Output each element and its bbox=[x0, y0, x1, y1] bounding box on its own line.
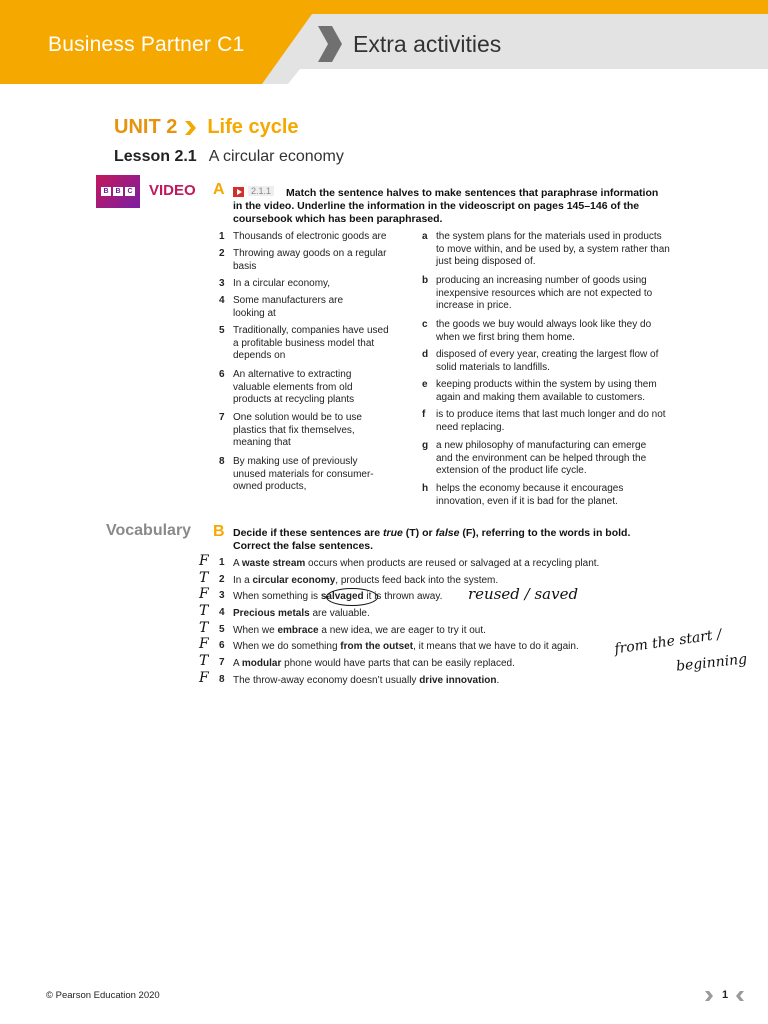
sentence-text: In a bbox=[233, 575, 253, 586]
item-number: 4 bbox=[219, 295, 225, 306]
unit-title: Life cycle bbox=[207, 116, 299, 138]
sentence-start: An alternative to extracting bbox=[233, 369, 352, 380]
sentence-text: When we bbox=[233, 625, 278, 636]
vocab-sentence bbox=[233, 607, 370, 620]
item-letter: d bbox=[422, 349, 429, 360]
item-number: 8 bbox=[219, 674, 225, 685]
sentence-ending: increase in price. bbox=[436, 300, 512, 311]
sentence-ending: helps the economy because it encourages bbox=[436, 483, 624, 494]
item-number: 6 bbox=[219, 369, 225, 380]
sentence-start: depends on bbox=[233, 350, 286, 361]
sentence-text: The throw-away economy doesn’t usually bbox=[233, 675, 420, 686]
vocab-sentence bbox=[233, 557, 599, 570]
copyright: © Pearson Education 2020 bbox=[46, 990, 160, 1001]
vocab-sentence bbox=[233, 640, 579, 653]
chevron-right-icon bbox=[705, 991, 713, 1001]
sentence-ending: to move within, and be used by, a system rather than bbox=[436, 243, 670, 255]
item-letter: h bbox=[422, 483, 429, 494]
video-label: VIDEO bbox=[149, 182, 196, 199]
sentence-start: In a circular economy, bbox=[233, 278, 331, 289]
sentence-ending: when we first bring them home. bbox=[436, 331, 575, 343]
sentence-ending: a new philosophy of manufacturing can emerge bbox=[436, 440, 647, 451]
item-number: 7 bbox=[219, 412, 225, 423]
sentence-text: , it means that we have to do it again. bbox=[413, 641, 579, 652]
item-letter: f bbox=[422, 409, 426, 420]
vocab-instruction-line: Decide if these sentences are true (T) or false (F), referring to the words in bold. bbox=[233, 527, 631, 539]
item-number: 6 bbox=[219, 640, 225, 651]
instruction-line: in the video. Underline the information in the videoscript on pages 145–146 of the bbox=[233, 200, 640, 212]
sentence-text: A bbox=[233, 558, 242, 569]
item-number: 5 bbox=[219, 624, 225, 635]
vocab-instruction-line: Correct the false sentences. bbox=[233, 540, 374, 552]
sentence-ending: extension of the product life cycle. bbox=[436, 465, 587, 476]
sentence-text: phone would have parts that can be easily replaced. bbox=[281, 658, 515, 669]
section-title: Extra activities bbox=[353, 31, 502, 57]
sentence-start: looking at bbox=[233, 307, 276, 319]
handwritten-answer-6: beginning bbox=[675, 651, 748, 675]
lesson-label: Lesson 2.1 bbox=[114, 148, 197, 165]
sentence-ending: inexpensive resources which are not expected to bbox=[436, 287, 653, 299]
handwritten-mark: T bbox=[199, 570, 209, 586]
video-code[interactable]: 2.1.1 bbox=[248, 186, 274, 196]
sentence-text: When something is bbox=[233, 591, 321, 602]
handwritten-mark: T bbox=[199, 620, 209, 636]
handwritten-mark: F bbox=[199, 670, 209, 686]
sentence-text: are valuable. bbox=[309, 608, 370, 619]
item-number: 4 bbox=[219, 607, 225, 618]
sentence-text: it is thrown away. bbox=[363, 591, 443, 602]
item-letter: a bbox=[422, 231, 428, 242]
bold-term: Precious metals bbox=[233, 608, 310, 619]
sentence-ending: keeping products within the system by using them bbox=[436, 379, 657, 390]
handwritten-mark: T bbox=[199, 653, 209, 669]
sentence-ending: producing an increasing number of goods using bbox=[436, 275, 647, 286]
item-letter: b bbox=[422, 275, 429, 286]
sentence-start: Some manufacturers are bbox=[233, 295, 344, 306]
item-letter: g bbox=[422, 440, 429, 451]
brand-title: Business Partner C1 bbox=[48, 33, 245, 56]
vocabulary-label: Vocabulary bbox=[106, 522, 192, 539]
sentence-ending: again and making them available to customers. bbox=[436, 391, 646, 403]
sentence-start: By making use of previously bbox=[233, 456, 358, 467]
item-number: 2 bbox=[219, 248, 225, 259]
bold-term: waste stream bbox=[241, 558, 306, 569]
handwritten-circle bbox=[326, 588, 378, 606]
sentence-start: owned products, bbox=[233, 481, 307, 492]
lesson-heading bbox=[114, 148, 344, 166]
bold-term: drive innovation bbox=[419, 675, 497, 686]
sentence-start: basis bbox=[233, 260, 257, 272]
sentence-ending: the system plans for the materials used in products bbox=[436, 231, 662, 242]
bbc-letter: B bbox=[113, 187, 123, 196]
top-accent-bar bbox=[0, 0, 768, 14]
item-number: 3 bbox=[219, 278, 225, 289]
sentence-ending: is to produce items that last much longer and do not bbox=[436, 409, 666, 420]
sentence-start: plastics that fix themselves, bbox=[233, 424, 355, 436]
bold-term: from the outset bbox=[340, 641, 414, 652]
sentence-start: Thousands of electronic goods are bbox=[233, 231, 387, 242]
instruction-line: coursebook which has been paraphrased. bbox=[233, 213, 443, 225]
handwritten-mark: F bbox=[199, 586, 209, 602]
bold-term: modular bbox=[241, 658, 282, 669]
sentence-ending: and the environment can be helped through the bbox=[436, 452, 647, 464]
page-number: 1 bbox=[722, 989, 729, 1001]
sentence-start: valuable elements from old bbox=[233, 381, 353, 393]
item-number: 3 bbox=[219, 590, 225, 601]
item-letter: e bbox=[422, 379, 428, 390]
vocab-sentence bbox=[233, 624, 486, 637]
sentence-start: Throwing away goods on a regular bbox=[233, 248, 387, 259]
sentence-ending: just being disposed of. bbox=[436, 256, 536, 267]
item-letter: c bbox=[422, 319, 428, 330]
handwritten-mark: F bbox=[199, 553, 209, 569]
chevron-left-icon bbox=[736, 991, 744, 1001]
sentence-ending: solid materials to landfills. bbox=[436, 361, 550, 373]
sentence-text: occurs when products are reused or salvaged at a recycling plant. bbox=[305, 558, 600, 569]
bold-term: embrace bbox=[277, 625, 319, 636]
sentence-start: a profitable business model that bbox=[233, 337, 375, 349]
sentence-ending: disposed of every year, creating the largest flow of bbox=[436, 349, 659, 360]
sentence-ending: the goods we buy would always look like they do bbox=[436, 319, 652, 330]
instruction-line: Match the sentence halves to make sentences that paraphrase information bbox=[286, 187, 659, 199]
handwritten-mark: F bbox=[199, 636, 209, 652]
sentence-start: Traditionally, companies have used bbox=[233, 325, 389, 336]
sentence-start: meaning that bbox=[233, 437, 291, 448]
unit-label: UNIT 2 bbox=[114, 116, 178, 138]
item-number: 7 bbox=[219, 657, 225, 668]
exercise-letter-b: B bbox=[213, 523, 225, 540]
vocab-sentence bbox=[233, 657, 515, 670]
handwritten-answer-3: reused / saved bbox=[468, 585, 579, 603]
handwritten-answer-6: from the start / bbox=[613, 626, 723, 658]
bold-term: salvaged bbox=[320, 591, 364, 602]
bbc-letter: B bbox=[101, 187, 111, 196]
item-number: 1 bbox=[219, 231, 225, 242]
sentence-text: A bbox=[233, 658, 242, 669]
page-header bbox=[0, 14, 768, 84]
sentence-ending: innovation, even if it is bad for the planet. bbox=[436, 495, 618, 507]
sentence-text: , products feed back into the system. bbox=[335, 575, 499, 586]
sentence-start: unused materials for consumer- bbox=[233, 468, 374, 480]
vocab-sentence bbox=[233, 674, 499, 687]
item-number: 5 bbox=[219, 325, 225, 336]
exercise-letter-a: A bbox=[213, 181, 225, 198]
item-number: 8 bbox=[219, 456, 225, 467]
sentence-text: . bbox=[496, 675, 500, 686]
handwritten-mark: T bbox=[199, 603, 209, 619]
play-video-icon[interactable] bbox=[233, 187, 244, 197]
bold-term: circular economy bbox=[252, 575, 336, 586]
chevron-right-icon bbox=[183, 120, 197, 136]
lesson-title: A circular economy bbox=[208, 148, 344, 165]
sentence-start: One solution would be to use bbox=[233, 412, 362, 423]
item-number: 2 bbox=[219, 574, 225, 585]
sentence-text: When we do something bbox=[233, 641, 341, 652]
bbc-logo bbox=[96, 175, 140, 208]
vocab-sentence bbox=[233, 574, 498, 587]
sentence-start: products at recycling plants bbox=[233, 394, 355, 405]
sentence-ending: need replacing. bbox=[436, 421, 505, 433]
bbc-letter: C bbox=[125, 187, 135, 196]
item-number: 1 bbox=[219, 557, 225, 568]
unit-heading bbox=[114, 116, 299, 139]
sentence-text: a new idea, we are eager to try it out. bbox=[318, 625, 486, 636]
